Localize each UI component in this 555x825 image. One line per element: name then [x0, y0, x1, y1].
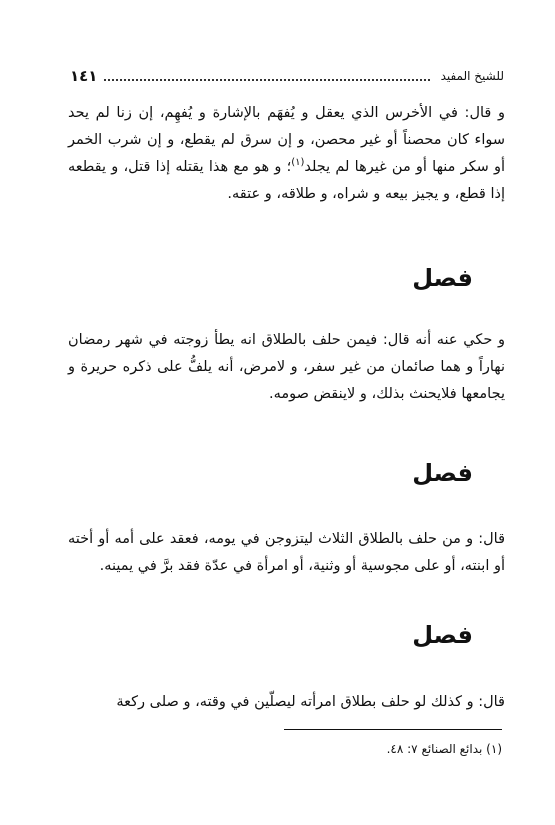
- header-dot-leader: [104, 69, 430, 81]
- book-title: للشيخ المفيد: [440, 69, 504, 83]
- page-number: ١٤١: [70, 67, 98, 85]
- paragraph-text: و حكي عنه أنه قال: فيمن حلف بالطلاق انه يطأ زوجته في شهر رمضان نهاراً و هما صائمان من غير سفر، و لامرض، أنه يلفُّ على ذكره حريرة و يجامعها فلايحنث بذلك، و لاينقض صومه.: [68, 332, 505, 402]
- running-header: [70, 66, 504, 86]
- paragraph-text: [68, 100, 505, 208]
- footnote-divider: [284, 729, 502, 730]
- paragraph-marriage-oath: [68, 526, 505, 580]
- paragraph-ramadan-oath: [68, 327, 505, 408]
- section-heading: فصل: [412, 621, 473, 649]
- paragraph-text: قال: و من حلف بالطلاق الثلاث ليتزوجن في يومه، فعقد على أمه أو أخته أو ابنته، أو على مجوسية أو وثنية، أو امرأة في عدّة فقد برَّ في يمينه.: [68, 531, 505, 574]
- footnote: (١) بدائع الصنائع ٧: ٤٨.: [386, 742, 502, 756]
- paragraph-text: قال: و كذلك لو حلف بطلاق امرأته ليصلّين في وقته، و صلى ركعة: [116, 694, 505, 710]
- paragraph-prayer-oath: [68, 689, 505, 716]
- paragraph-text-part: و قال: في الأخرس الذي يعقل و يُفهَم بالإشارة و يُفهِم، إن زنا لم يحد سواء كان محصناً أو غير محصن، و إن سرق لم يقطع، و إن شرب الخمر أو سكر منها أو من غيرها لم يجلد: [68, 105, 505, 175]
- paragraph-mute-ruling: [68, 100, 505, 208]
- paragraph-text-part: ؛ و هو مع هذا يقتله إذا قتل، و يقطعه إذا قطع، و يجيز بيعه و شراه، و طلاقه، و عتقه.: [68, 159, 505, 202]
- section-heading: فصل: [412, 459, 473, 487]
- section-heading: فصل: [412, 264, 473, 292]
- footnote-reference: (١): [291, 157, 305, 169]
